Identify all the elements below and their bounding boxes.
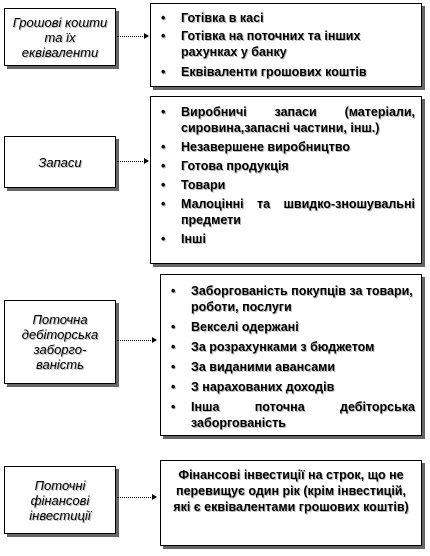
investments-description: Фінансові інвестиції на строк, що не перевищує один рік (крім інвестицій, які є еквівалентами грошових коштів)	[173, 468, 409, 514]
list-item: • Виробничі запаси (матеріали, сировина,запасні частини, інш.)	[151, 104, 415, 136]
arrow-inventory	[117, 161, 147, 162]
category-cash	[4, 8, 116, 66]
arrow-investments	[117, 497, 155, 498]
list-item: • Векселі одержані	[161, 319, 415, 335]
arrow-receivables	[117, 340, 155, 341]
arrow-cash	[117, 36, 147, 37]
category-inventory-label: Запаси	[38, 154, 82, 170]
list-item: • За виданими авансами	[161, 359, 415, 375]
list-item: • Готівка на поточних та інших рахунках у банку	[151, 28, 417, 60]
category-receivables	[4, 300, 116, 384]
list-item: • Інша поточна дебіторська заборгованість	[161, 399, 415, 431]
list-item: • З нарахованих доходів	[161, 379, 415, 395]
list-item: • Малоцінні та швидко-зношувальні предмети	[151, 196, 415, 228]
details-cash	[150, 3, 422, 87]
list-item: • Готова продукція	[151, 158, 415, 174]
category-inventory	[4, 136, 116, 188]
list-item: • За розрахунками з бюджетом	[161, 339, 415, 355]
category-investments-label: Поточні фінансові інвестиції	[29, 477, 91, 523]
details-investments	[160, 460, 422, 546]
category-cash-label: Грошові кошти та їх еквіваленти	[12, 14, 108, 60]
details-inventory	[150, 96, 422, 264]
list-item: • Інші	[151, 231, 415, 247]
list-item: • Заборгованість покупців за товари, роботи, послуги	[161, 283, 415, 315]
list-item: • Незавершене виробництво	[151, 139, 415, 155]
category-receivables-label: Поточна дебіторська заборго-ваність	[21, 312, 99, 372]
list-item: • Еквіваленти грошових коштів	[151, 64, 417, 80]
details-receivables	[160, 274, 422, 436]
list-item: • Товари	[151, 177, 415, 193]
list-item: • Готівка в касі	[151, 10, 417, 26]
category-investments	[4, 466, 116, 534]
